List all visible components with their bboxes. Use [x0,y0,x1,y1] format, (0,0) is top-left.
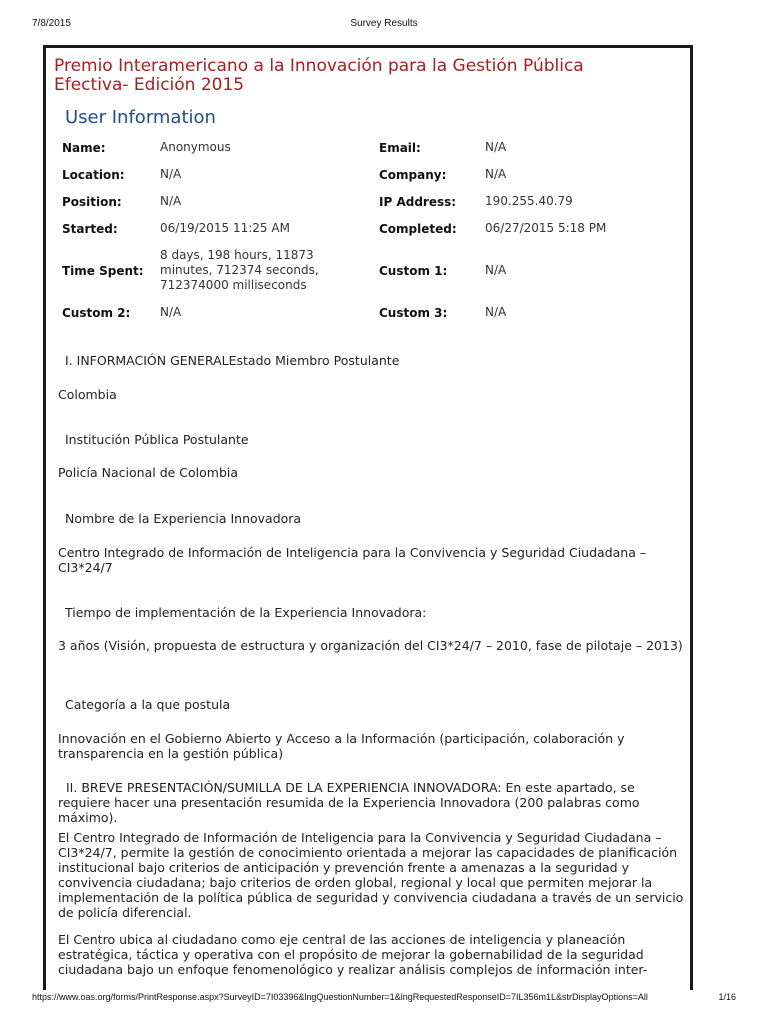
answer-text: 3 años (Visión, propuesta de estructura y organización del CI3*24/7 – 2010, fase de pilotaje – 2013) [58,638,683,653]
custom-2-label: Custom 2: [62,305,131,320]
company-value: N/A [485,167,507,181]
user-info-row [62,134,662,161]
time-spent-value: 8 days, 198 hours, 11873 minutes, 712374 seconds, 712374000 milliseconds [160,248,319,292]
answer-continuation-text: El Centro ubica al ciudadano como eje central de las acciones de inteligencia y planeación estratégica, táctica y operativa con el propósito de mejorar la gobernabilidad de la seguridad ciudadana bajo un enfoque fenomenológico y realizar análisis complejos de información inter- [58,932,648,977]
email-label: Email: [379,140,421,155]
custom-1-label: Custom 1: [379,263,448,278]
question-text: Tiempo de implementación de la Experiencia Innovadora: [65,605,427,620]
user-info-row [62,188,662,215]
user-info-row [62,161,662,188]
name-value: Anonymous [160,140,231,154]
question-text: Categoría a la que postula [65,697,231,712]
answer-text: Policía Nacional de Colombia [58,465,239,480]
user-info-row [62,242,662,299]
user-info-table [62,134,662,326]
started-value: 06/19/2015 11:25 AM [160,221,290,235]
print-footer [32,992,736,1006]
email-value: N/A [485,140,507,154]
answer-text: El Centro Integrado de Información de Inteligencia para la Convivencia y Seguridad Ciudadana – CI3*24/7, permite la gestión de conocimiento orientada a mejorar las capacidades de planificación institucional bajo criterios de anticipación y prevención frente a amenazas a la seguridad y convivencia ciudadana; bajo criterios de orden global, regional y local que permiten mejorar la implementación de la política pública de seguridad y convivencia ciudadana a través de un servicio de policía diferencial. [58,830,684,920]
custom-2-value: N/A [160,305,182,319]
custom-3-value: N/A [485,305,507,319]
answer-text: Colombia [58,387,117,402]
custom-3-label: Custom 3: [379,305,448,320]
ip-address-value: 190.255.40.79 [485,194,573,208]
question-text: Nombre de la Experiencia Innovadora [65,511,302,526]
question-text: II. BREVE PRESENTACIÓN/SUMILLA DE LA EXPERIENCIA INNOVADORA: En este apartado, se requiere hacer una presentación resumida de la Experiencia Innovadora (200 palabras como máximo). [58,780,640,825]
position-value: N/A [160,194,182,208]
position-label: Position: [62,194,122,209]
survey-response-panel [43,45,693,990]
question-text: I. INFORMACIÓN GENERALEstado Miembro Postulante [65,353,400,368]
answer-text: Innovación en el Gobierno Abierto y Acceso a la Información (participación, colaboración y transparencia en la gestión pública) [58,731,625,761]
completed-value: 06/27/2015 5:18 PM [485,221,607,235]
answer-text: Centro Integrado de Información de Inteligencia para la Convivencia y Seguridad Ciudadana – CI3*24/7 [58,545,647,575]
company-label: Company: [379,167,447,182]
user-info-row [62,215,662,242]
completed-label: Completed: [379,221,457,236]
page-number: 1/16 [718,992,736,1002]
user-info-heading: User Information [65,107,216,128]
user-info-row [62,299,662,326]
custom-1-value: N/A [485,263,507,277]
time-spent-label: Time Spent: [62,263,144,278]
ip-address-label: IP Address: [379,194,457,209]
location-label: Location: [62,167,125,182]
print-header [32,18,736,32]
print-date: 7/8/2015 [32,18,71,29]
question-text: Institución Pública Postulante [65,432,249,447]
name-label: Name: [62,140,106,155]
survey-title: Premio Interamericano a la Innovación para la Gestión Pública Efectiva- Edición 2015 [54,56,584,95]
print-url: https://www.oas.org/forms/PrintResponse.aspx?SurveyID=7I03396&lngQuestionNumber=1&lngRequestedResponseID=7IL356m1L&strDisplayOptions=All [32,992,648,1002]
print-title: Survey Results [350,18,418,29]
location-value: N/A [160,167,182,181]
started-label: Started: [62,221,118,236]
